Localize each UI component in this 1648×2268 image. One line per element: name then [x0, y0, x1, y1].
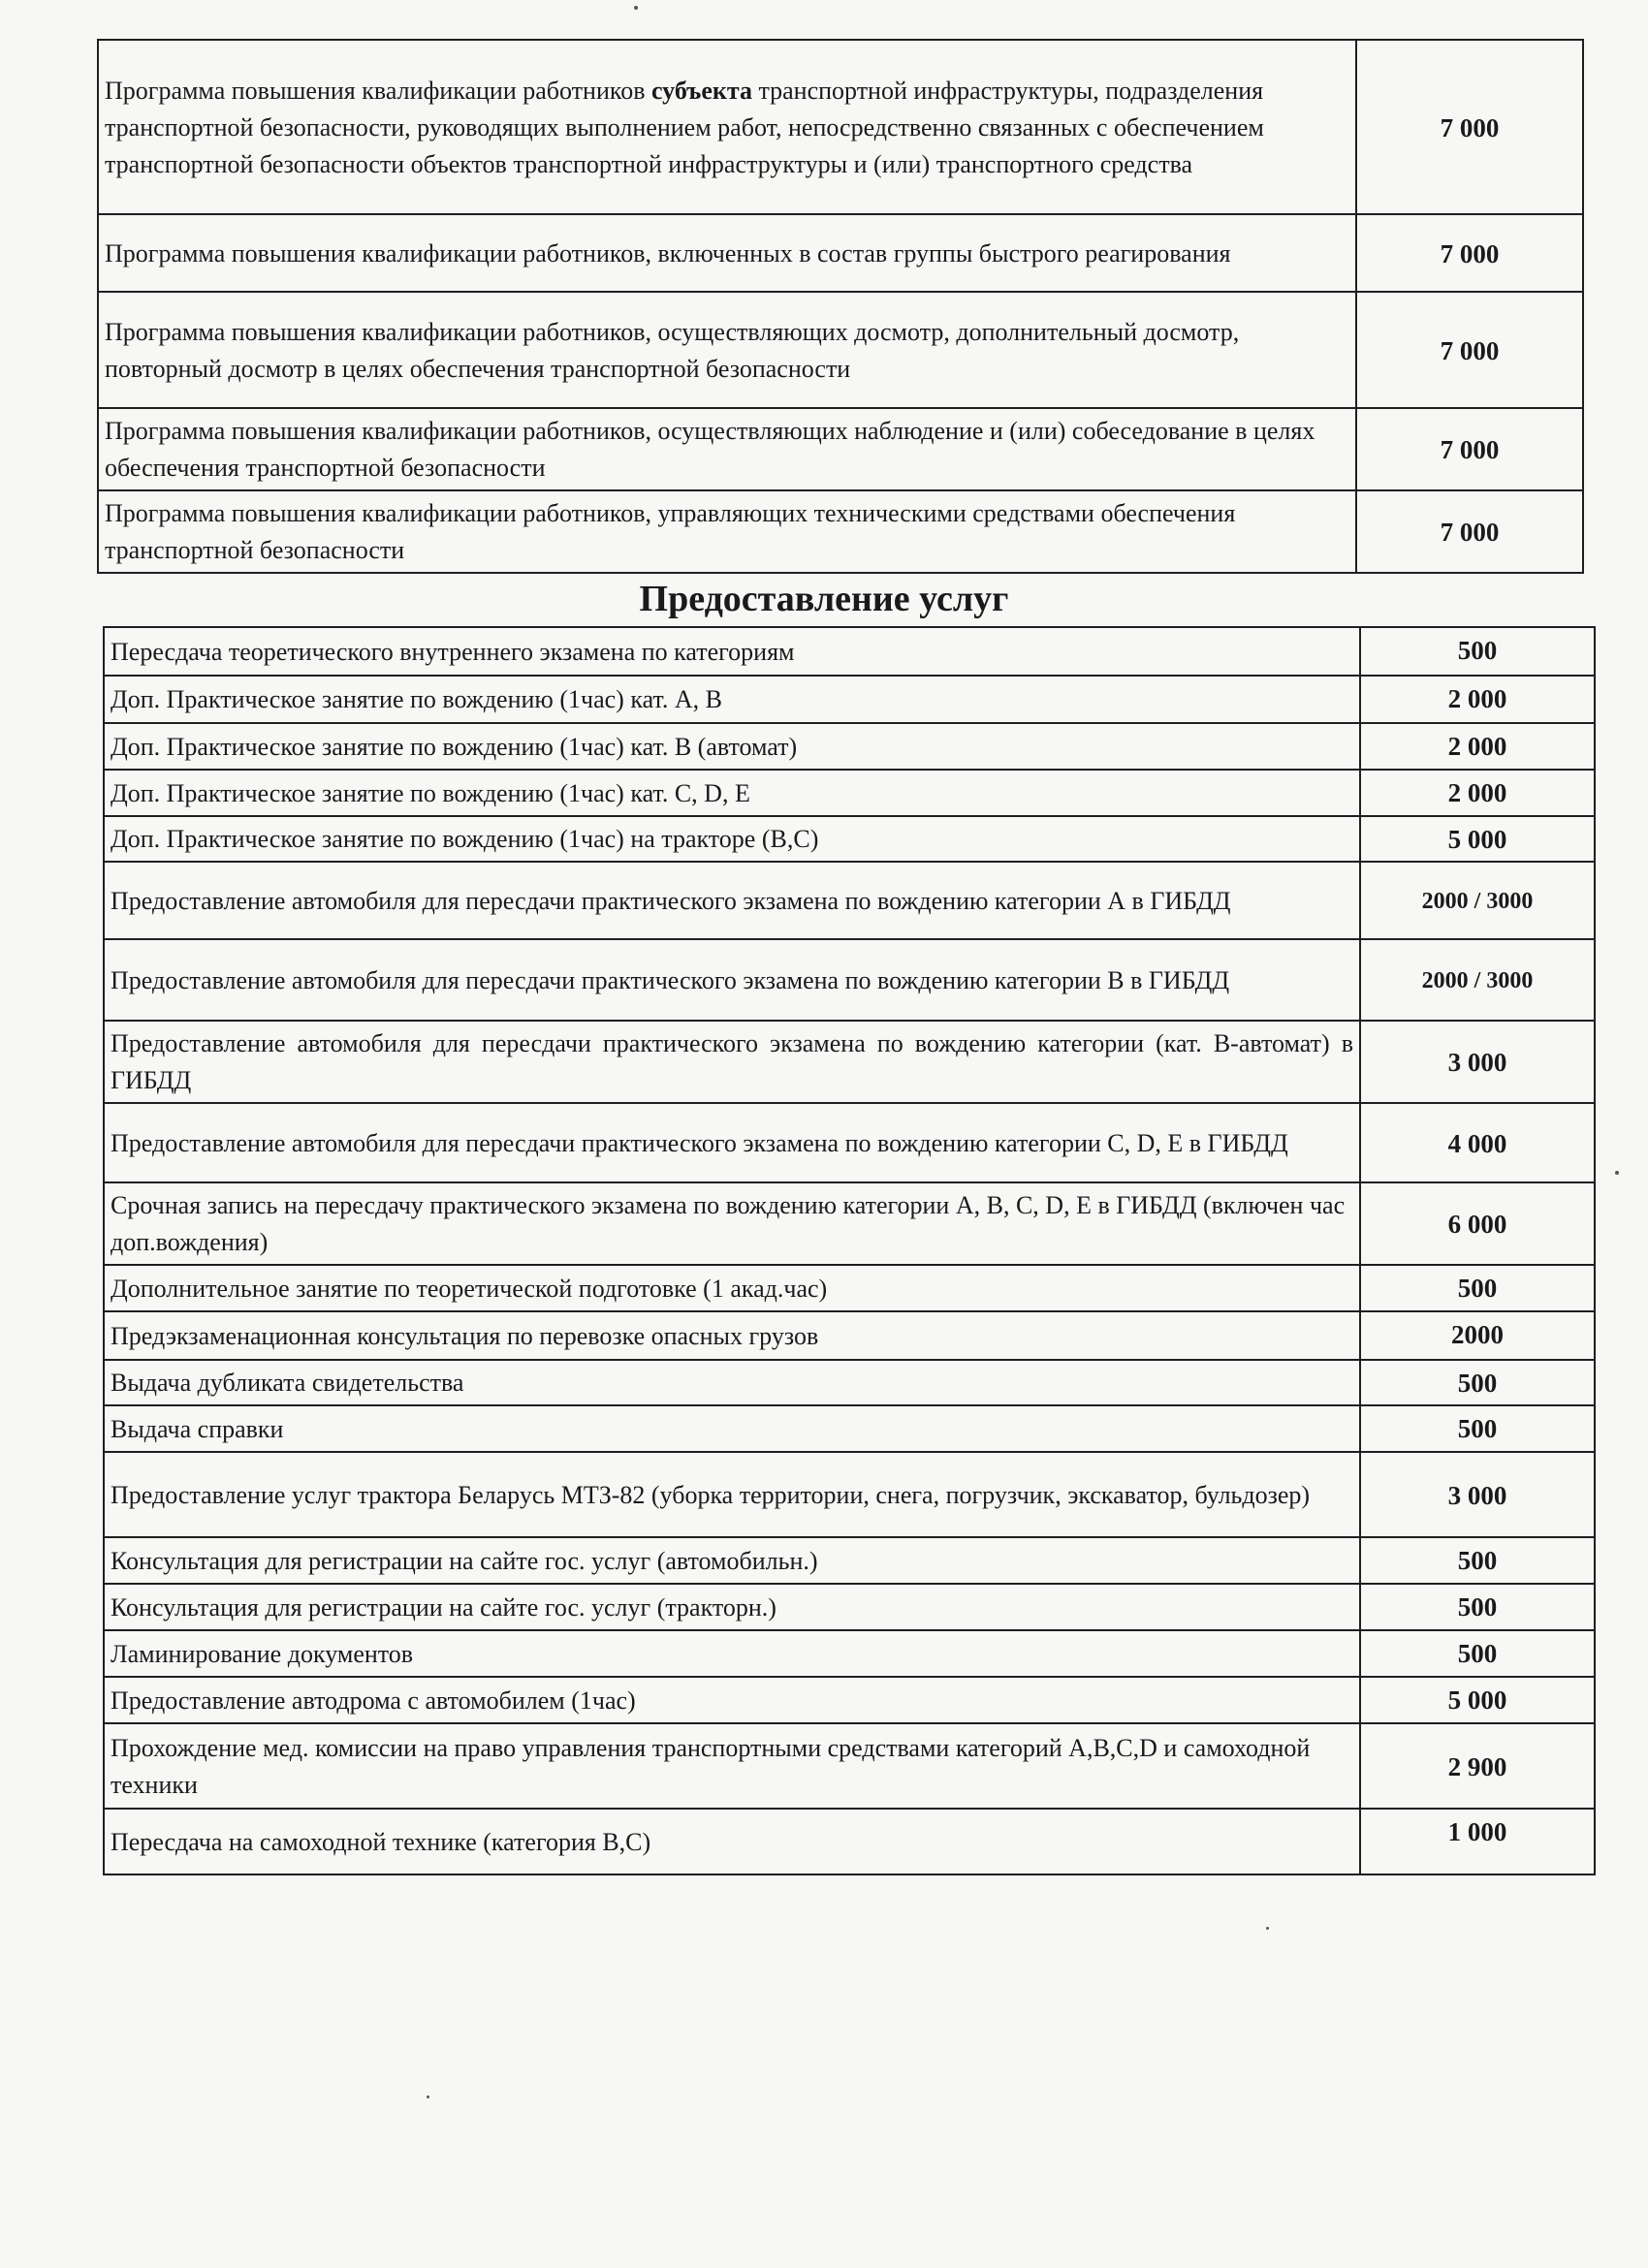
table-row	[104, 1452, 1595, 1537]
scan-speck	[1266, 1927, 1269, 1930]
qualification-programs-table	[97, 39, 1584, 574]
service-price: 2000	[1360, 1311, 1595, 1360]
table-row	[104, 1265, 1595, 1311]
table-row	[104, 1677, 1595, 1723]
service-price: 3 000	[1360, 1452, 1595, 1537]
service-description: Доп. Практическое занятие по вождению (1час) кат. А, В	[104, 676, 1360, 723]
service-price: 5 000	[1360, 1677, 1595, 1723]
program-description: Программа повышения квалификации работников, осуществляющих наблюдение и (или) собеседование в целях обеспечения транспортной безопасности	[98, 408, 1356, 490]
service-price: 2 900	[1360, 1723, 1595, 1809]
service-description: Предэкзаменационная консультация по перевозке опасных грузов	[104, 1311, 1360, 1360]
service-price: 500	[1360, 1537, 1595, 1584]
service-price: 5 000	[1360, 816, 1595, 862]
service-description: Предоставление автомобиля для пересдачи практического экзамена по вождению категории (кат. В-автомат) в ГИБДД	[104, 1021, 1360, 1103]
scan-speck	[1615, 1171, 1619, 1175]
services-price-table	[103, 626, 1596, 1875]
program-price: 7 000	[1356, 40, 1583, 214]
program-description: Программа повышения квалификации работников субъекта транспортной инфраструктуры, подразделения транспортной безопасности, руководящих выполнением работ, непосредственно связанных с обеспечением транспортной безопасности объектов транспортной инфраструктуры и (или) транспортного средства	[98, 40, 1356, 214]
table-row	[104, 1723, 1595, 1809]
table-row	[104, 1809, 1595, 1874]
table-row	[104, 1537, 1595, 1584]
table-row	[104, 939, 1595, 1021]
program-price: 7 000	[1356, 490, 1583, 573]
service-description: Предоставление автомобиля для пересдачи практического экзамена по вождению категории С, D, Е в ГИБДД	[104, 1103, 1360, 1182]
table-row	[104, 627, 1595, 676]
service-description: Дополнительное занятие по теоретической подготовке (1 акад.час)	[104, 1265, 1360, 1311]
service-description: Доп. Практическое занятие по вождению (1час) кат. С, D, Е	[104, 770, 1360, 816]
service-description: Доп. Практическое занятие по вождению (1час) кат. В (автомат)	[104, 723, 1360, 770]
service-description: Выдача дубликата свидетельства	[104, 1360, 1360, 1405]
service-price: 2 000	[1360, 770, 1595, 816]
service-price: 500	[1360, 1405, 1595, 1452]
service-price: 2 000	[1360, 676, 1595, 723]
service-price: 3 000	[1360, 1021, 1595, 1103]
table-row	[104, 862, 1595, 939]
table-row	[98, 408, 1583, 490]
service-description: Предоставление услуг трактора Беларусь МТЗ-82 (уборка территории, снега, погрузчик, экскаватор, бульдозер)	[104, 1452, 1360, 1537]
scan-speck	[427, 2095, 429, 2098]
service-price: 500	[1360, 1584, 1595, 1630]
table-row	[104, 1311, 1595, 1360]
table-row	[104, 1360, 1595, 1405]
program-description: Программа повышения квалификации работников, управляющих техническими средствами обеспечения транспортной безопасности	[98, 490, 1356, 573]
service-price: 6 000	[1360, 1182, 1595, 1265]
table-row	[104, 723, 1595, 770]
service-description: Предоставление автодрома с автомобилем (1час)	[104, 1677, 1360, 1723]
service-price: 4 000	[1360, 1103, 1595, 1182]
service-price: 1 000	[1360, 1809, 1595, 1874]
table-row	[98, 214, 1583, 292]
table-row	[104, 1182, 1595, 1265]
program-price: 7 000	[1356, 292, 1583, 408]
table-row	[98, 490, 1583, 573]
service-price: 2000 / 3000	[1360, 862, 1595, 939]
table-row	[104, 1405, 1595, 1452]
service-price: 2000 / 3000	[1360, 939, 1595, 1021]
service-description: Срочная запись на пересдачу практического экзамена по вождению категории А, В, С, D, Е в ГИБДД (включен час доп.вождения)	[104, 1182, 1360, 1265]
service-description: Прохождение мед. комиссии на право управления транспортными средствами категорий А,В,С,D и самоходной техники	[104, 1723, 1360, 1809]
table-row	[104, 1584, 1595, 1630]
service-description: Предоставление автомобиля для пересдачи практического экзамена по вождению категории А в ГИБДД	[104, 862, 1360, 939]
service-description: Выдача справки	[104, 1405, 1360, 1452]
program-price: 7 000	[1356, 214, 1583, 292]
table-row	[104, 676, 1595, 723]
table-row	[104, 816, 1595, 862]
service-description: Предоставление автомобиля для пересдачи практического экзамена по вождению категории В в ГИБДД	[104, 939, 1360, 1021]
table-row	[98, 292, 1583, 408]
services-section-title: Предоставление услуг	[639, 579, 1009, 619]
service-description: Консультация для регистрации на сайте гос. услуг (автомобильн.)	[104, 1537, 1360, 1584]
service-description: Ламинирование документов	[104, 1630, 1360, 1677]
service-description: Консультация для регистрации на сайте гос. услуг (тракторн.)	[104, 1584, 1360, 1630]
service-price: 500	[1360, 1630, 1595, 1677]
table-row	[98, 40, 1583, 214]
emphasized-word: субъекта	[650, 76, 752, 105]
service-price: 2 000	[1360, 723, 1595, 770]
table-row	[104, 1103, 1595, 1182]
service-price: 500	[1360, 627, 1595, 676]
service-description: Доп. Практическое занятие по вождению (1час) на тракторе (В,С)	[104, 816, 1360, 862]
table-row	[104, 770, 1595, 816]
scan-speck	[634, 6, 638, 10]
service-price: 500	[1360, 1360, 1595, 1405]
program-description: Программа повышения квалификации работников, осуществляющих досмотр, дополнительный досмотр, повторный досмотр в целях обеспечения транспортной безопасности	[98, 292, 1356, 408]
service-description: Пересдача теоретического внутреннего экзамена по категориям	[104, 627, 1360, 676]
table-row	[104, 1630, 1595, 1677]
table-row	[104, 1021, 1595, 1103]
program-description: Программа повышения квалификации работников, включенных в состав группы быстрого реагирования	[98, 214, 1356, 292]
service-price: 500	[1360, 1265, 1595, 1311]
program-price: 7 000	[1356, 408, 1583, 490]
service-description: Пересдача на самоходной технике (категория В,С)	[104, 1809, 1360, 1874]
